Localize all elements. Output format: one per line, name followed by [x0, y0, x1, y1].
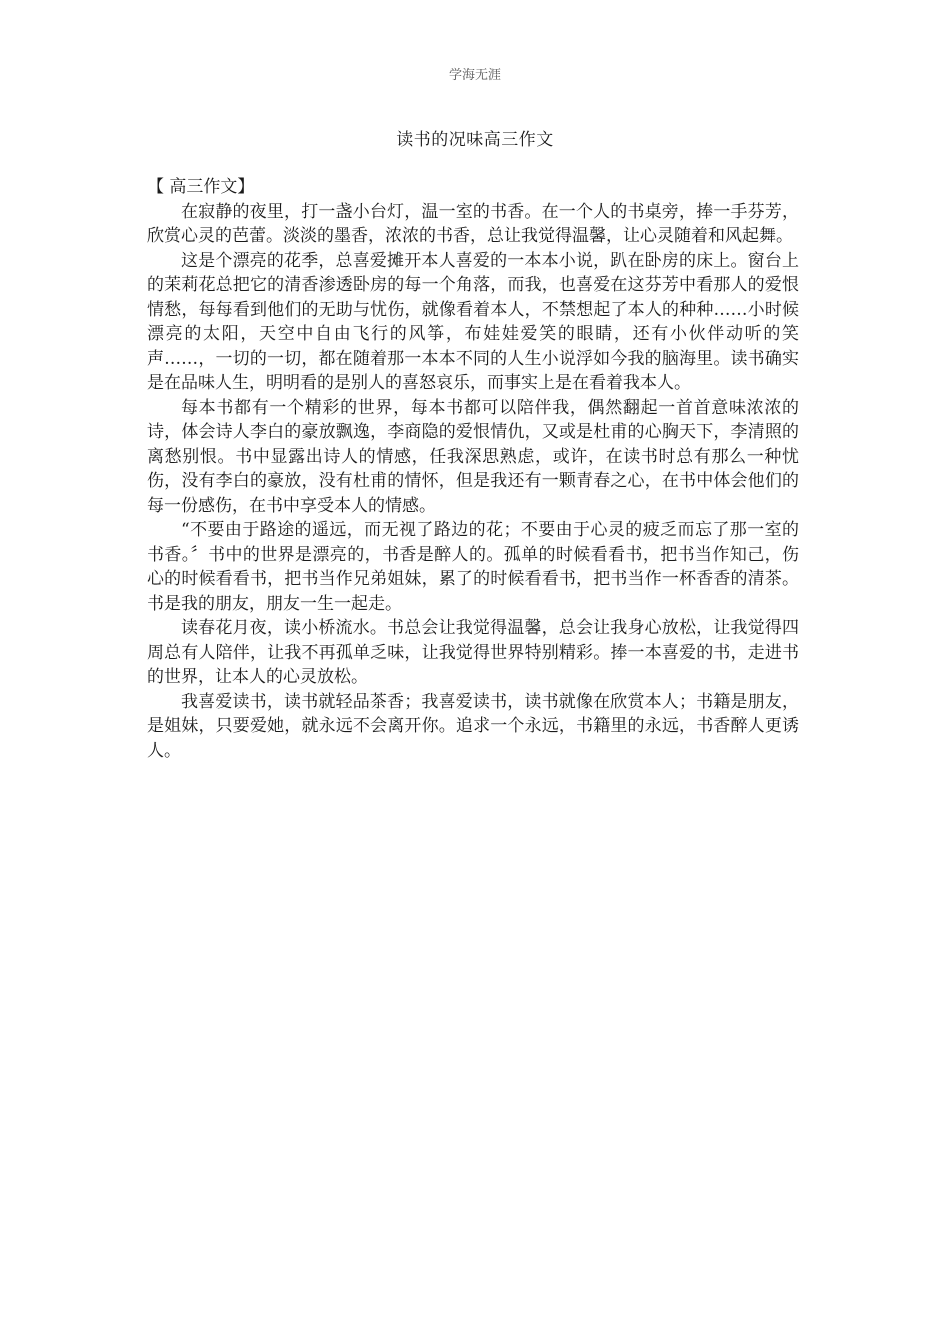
document-body — [147, 175, 799, 763]
paragraph: 这是个漂亮的花季，总喜爱摊开本人喜爱的一本本小说，趴在卧房的床上。窗台上的茉莉花总把它的清香渗透卧房的每一个角落，而我，也喜爱在这芬芳中看那人的爱恨情愁，每每看到他们的无助与忧伤，就像看着本人，不禁想起了本人的种种……小时候漂亮的太阳，天空中自由飞行的风筝，布娃娃爱笑的眼睛，还有小伙伴动听的笑声……，一切的一切，都在随着那一本本不同的人生小说浮如今我的脑海里。读书确实是在品味人生，明明看的是别人的喜怒哀乐，而事实上是在看着我本人。 — [147, 250, 799, 393]
page-header: 学海无涯 — [448, 68, 501, 83]
paragraph: “不要由于路途的遥远，而无视了路边的花；不要由于心灵的疲乏而忘了那一室的书香。〞书中的世界是漂亮的，书香是醉人的。孤单的时候看看书，把书当作知己，伤心的时候看看书，把书当作兄弟姐妹，累了的时候看看书，把书当作一杯香香的清茶。书是我的朋友，朋友一生一起走。 — [147, 520, 799, 614]
category-label: 【 高三作文】 — [147, 177, 255, 197]
paragraph: 读春花月夜，读小桥流水。书总会让我觉得温馨，总会让我身心放松，让我觉得四周总有人陪伴，让我不再孤单乏味，让我觉得世界特别精彩。捧一本喜爱的书，走进书的世界，让本人的心灵放松。 — [147, 618, 799, 687]
paragraph: 我喜爱读书，读书就轻品茶香；我喜爱读书，读书就像在欣赏本人；书籍是朋友，是姐妹，只要爱她，就永远不会离开你。追求一个永远，书籍里的永远，书香醉人更诱人。 — [147, 691, 799, 761]
paragraph: 在寂静的夜里，打一盏小台灯，温一室的书香。在一个人的书桌旁，捧一手芬芳，欣赏心灵的芭蕾。淡淡的墨香，浓浓的书香，总让我觉得温馨，让心灵随着和风起舞。 — [147, 201, 799, 246]
document-title: 读书的况味高三作文 — [396, 130, 554, 150]
paragraph: 每本书都有一个精彩的世界，每本书都可以陪伴我，偶然翻起一首首意味浓浓的诗，体会诗人李白的豪放飘逸，李商隐的爱恨情仇，又或是杜甫的心胸天下，李清照的离愁别恨。书中显露出诗人的情感，任我深思熟虑，或许，在读书时总有那么一种忧伤，没有李白的豪放，没有杜甫的情怀，但是我还有一颗青春之心，在书中体会他们的每一份感伤，在书中享受本人的情感。 — [147, 397, 799, 516]
